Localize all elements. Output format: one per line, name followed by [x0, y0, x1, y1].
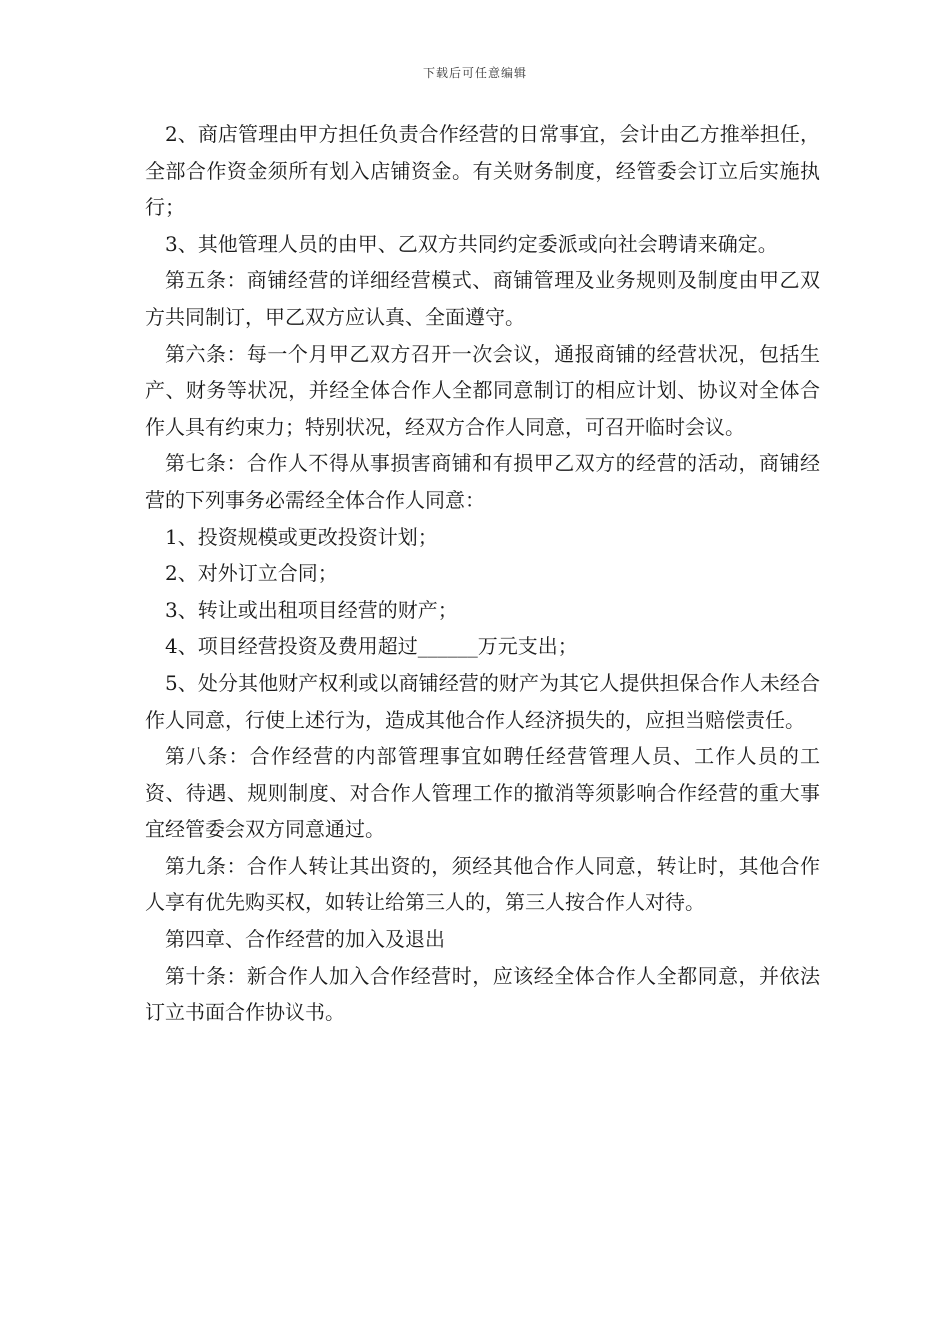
paragraph: 第七条：合作人不得从事损害商铺和有损甲乙双方的经营的活动，商铺经营的下列事务必需经全体合作人同意： [145, 451, 820, 512]
chapter-heading: 第四章、合作经营的加入及退出 [165, 927, 445, 952]
paragraph: 3、其他管理人员的由甲、乙双方共同约定委派或向社会聘请来确定。 [165, 231, 778, 256]
paragraph: 第八条：合作经营的内部管理事宜如聘任经营管理人员、工作人员的工资、待遇、规则制度、对合作人管理工作的撤消等须影响合作经营的重大事宜经管委会双方同意通过。 [145, 744, 820, 842]
paragraph: 第五条：商铺经营的详细经营模式、商铺管理及业务规则及制度由甲乙双方共同制订，甲乙双方应认真、全面遵守。 [145, 268, 820, 329]
paragraph: 第六条：每一个月甲乙双方召开一次会议，通报商铺的经营状况，包括生产、财务等状况，并经全体合作人全都同意制订的相应计划、协议对全体合作人具有约束力；特别状况，经双方合作人同意，可召开临时会议。 [145, 341, 820, 439]
paragraph: 2、对外订立合同； [165, 561, 338, 586]
paragraph: 第十条：新合作人加入合作经营时，应该经全体合作人全都同意，并依法订立书面合作协议书。 [145, 963, 820, 1025]
paragraph: 5、处分其他财产权利或以商铺经营的财产为其它人提供担保合作人未经合作人同意，行使上述行为，造成其他合作人经济损失的，应担当赔偿责任。 [145, 670, 820, 732]
paragraph: 4、项目经营投资及费用超过______万元支出； [165, 634, 578, 659]
paragraph: 2、商店管理由甲方担任负责合作经营的日常事宜，会计由乙方推举担任，全部合作资金须所有划入店铺资金。有关财务制度，经管委会订立后实施执行； [145, 122, 820, 220]
paragraph: 3、转让或出租项目经营的财产； [165, 597, 458, 622]
paragraph: 1、投资规模或更改投资计划； [165, 524, 438, 549]
page-header: 下载后可任意编辑 [422, 66, 527, 80]
document-body [145, 116, 820, 1031]
paragraph: 第九条：合作人转让其出资的，须经其他合作人同意，转让时，其他合作人享有优先购买权，如转让给第三人的，第三人按合作人对待。 [145, 853, 820, 915]
